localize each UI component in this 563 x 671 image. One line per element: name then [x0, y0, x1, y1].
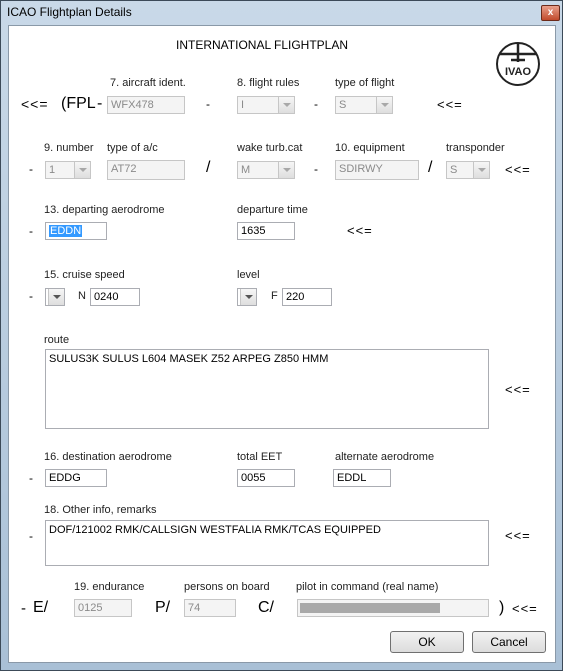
other-info-label: 18. Other info, remarks: [44, 504, 157, 516]
dash-separator: -: [314, 97, 318, 111]
type-ac-field[interactable]: AT72: [107, 160, 185, 180]
arrow-indicator: <<=: [21, 96, 49, 112]
pilot-label: pilot in command (real name): [296, 581, 439, 593]
persons-label: persons on board: [184, 581, 270, 593]
aircraft-ident-field[interactable]: WFX478: [107, 96, 185, 114]
endurance-prefix: E/: [33, 599, 49, 616]
title-bar[interactable]: [1, 1, 562, 24]
number-select[interactable]: [45, 161, 91, 179]
chevron-down-icon[interactable]: [473, 162, 489, 178]
number-value: 1: [49, 164, 56, 176]
dash-separator: -: [314, 162, 318, 176]
slash-separator: /: [206, 159, 211, 176]
equipment-field[interactable]: SDIRWY: [335, 160, 419, 180]
close-paren: ): [499, 599, 505, 616]
window-title: ICAO Flightplan Details: [7, 5, 132, 19]
level-unit-label: F: [271, 290, 278, 302]
transponder-value: S: [450, 164, 458, 176]
fpl-open-label: (FPL: [61, 95, 96, 112]
level-unit-select[interactable]: [237, 288, 257, 306]
cruise-speed-field[interactable]: 0240: [90, 288, 140, 306]
type-ac-label: type of a/c: [107, 142, 158, 154]
dash-separator: -: [29, 529, 33, 543]
type-of-flight-value: S: [339, 99, 347, 111]
destination-label: 16. destination aerodrome: [44, 451, 172, 463]
chevron-down-icon[interactable]: [74, 162, 90, 178]
dash-separator: -: [29, 289, 33, 303]
dash-separator: -: [29, 162, 33, 176]
endurance-label: 19. endurance: [74, 581, 145, 593]
slash-separator: /: [428, 159, 433, 176]
wake-value: M: [241, 164, 251, 176]
alternate-label: alternate aerodrome: [335, 451, 435, 463]
cancel-button[interactable]: Cancel: [472, 631, 546, 653]
transponder-label: transponder: [446, 142, 505, 154]
route-textarea[interactable]: SULUS3K SULUS L604 MASEK Z52 ARPEG Z850 HMM: [45, 349, 489, 429]
arrow-indicator: <<=: [512, 601, 538, 616]
flight-rules-label: 8. flight rules: [237, 77, 300, 89]
ok-button[interactable]: OK: [390, 631, 464, 653]
dash-separator: -: [206, 97, 210, 111]
number-label: 9. number: [44, 142, 94, 154]
flight-rules-value: I: [241, 99, 245, 111]
dash-separator: -: [97, 95, 103, 112]
persons-field[interactable]: 74: [184, 599, 236, 617]
total-eet-field[interactable]: 0055: [237, 469, 295, 487]
departing-label: 13. departing aerodrome: [44, 204, 165, 216]
aircraft-ident-label: 7. aircraft ident.: [110, 77, 186, 89]
wake-label: wake turb.cat: [237, 142, 303, 154]
departure-time-label: departure time: [237, 204, 308, 216]
level-label: level: [237, 269, 260, 281]
arrow-indicator: <<=: [347, 223, 373, 238]
type-of-flight-select[interactable]: [335, 96, 393, 114]
cruise-speed-label: 15. cruise speed: [44, 269, 125, 281]
arrow-indicator: <<=: [505, 382, 531, 397]
departing-value: EDDN: [50, 225, 82, 237]
type-of-flight-label: type of flight: [335, 77, 395, 89]
close-button[interactable]: x: [541, 5, 560, 21]
level-field[interactable]: 220: [282, 288, 332, 306]
logo-text: IVAO: [504, 66, 532, 78]
arrow-indicator: <<=: [505, 528, 531, 543]
dialog-body: [8, 25, 556, 663]
chevron-down-icon[interactable]: [48, 289, 64, 305]
chevron-down-icon[interactable]: [376, 97, 392, 113]
pilot-field[interactable]: [297, 599, 489, 617]
dash-separator: -: [21, 600, 26, 617]
ivao-logo-icon: [491, 38, 545, 88]
departing-field[interactable]: [45, 222, 107, 240]
endurance-field[interactable]: 0125: [74, 599, 132, 617]
chevron-down-icon[interactable]: [240, 289, 256, 305]
route-label: route: [44, 334, 70, 346]
pilot-name-redacted: [300, 603, 440, 613]
pilot-prefix: C/: [258, 599, 274, 616]
wake-select[interactable]: [237, 161, 295, 179]
flight-rules-select[interactable]: [237, 96, 295, 114]
speed-unit-select[interactable]: [45, 288, 65, 306]
destination-field[interactable]: EDDG: [45, 469, 107, 487]
speed-unit-label: N: [78, 290, 86, 302]
other-info-textarea[interactable]: DOF/121002 RMK/CALLSIGN WESTFALIA RMK/TCAS EQUIPPED: [45, 520, 489, 566]
transponder-select[interactable]: [446, 161, 490, 179]
chevron-down-icon[interactable]: [278, 97, 294, 113]
persons-prefix: P/: [155, 599, 171, 616]
form-title: INTERNATIONAL FLIGHTPLAN: [176, 38, 349, 52]
dash-separator: -: [29, 471, 33, 485]
dash-separator: -: [29, 224, 33, 238]
arrow-indicator: <<=: [437, 97, 463, 112]
arrow-indicator: <<=: [505, 162, 531, 177]
chevron-down-icon[interactable]: [278, 162, 294, 178]
alternate-field[interactable]: EDDL: [333, 469, 391, 487]
departure-time-field[interactable]: 1635: [237, 222, 295, 240]
equipment-label: 10. equipment: [335, 142, 405, 154]
total-eet-label: total EET: [237, 451, 283, 463]
